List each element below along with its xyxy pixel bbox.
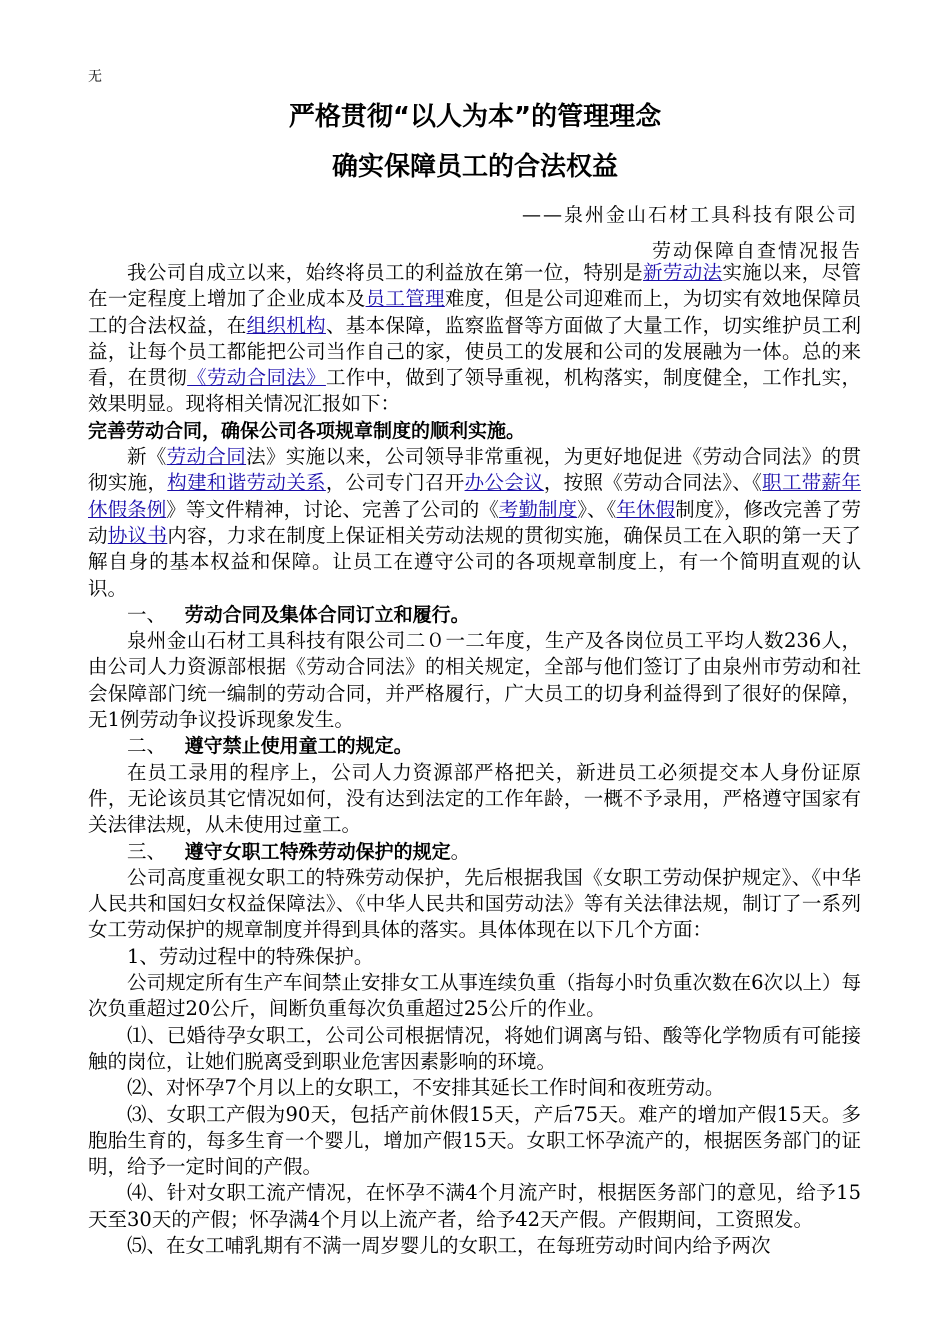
link-meeting[interactable]: 办公会议 xyxy=(464,471,544,495)
text: 难度，但是公司迎难而上，为切实有效地保障员工的合法权益，在 xyxy=(88,287,861,337)
link-contract-law[interactable]: 《劳动合同法》 xyxy=(187,366,326,390)
paragraph-section-1: 泉州金山石材工具科技有限公司二０一二年度，生产及各岗位员工平均人数236人，由公司人力资源部根据《劳动合同法》的相关规定，全部与他们签订了由泉州市劳动和社会保障部门统一编制的劳动合同，并严格履行，广大员工的切身利益得到了很好的保障，无1例劳动争议投诉现象发生。 xyxy=(88,629,861,732)
section-title: 遵守女职工特殊劳动保护的规定 xyxy=(184,840,451,863)
title-line-1: 严格贯彻“以人为本”的管理理念 xyxy=(288,102,662,132)
link-staff-management[interactable]: 员工管理 xyxy=(365,287,445,311)
section-number: 二、 xyxy=(127,734,167,758)
section-title-tail: 。 xyxy=(450,839,471,863)
list-item-sub-1: ⑴、已婚待孕女职工，公司公司根据情况，将她们调离与铅、酸等化学物质有可能接触的岗位，让她们脱离受到职业危害因素影响的环境。 xyxy=(88,1023,861,1073)
link-attendance[interactable]: 考勤制度 xyxy=(498,497,578,521)
paragraph-section-2: 在员工录用的程序上，公司人力资源部严格把关，新进员工必须提交本人身份证原件，无论该员其它情况如何，没有达到法定的工作年龄，一概不予录用，严格遵守国家有关法律法规，从未使用过童工。 xyxy=(88,760,861,837)
section-number: 三、 xyxy=(127,839,167,863)
header-mark: 无 xyxy=(88,69,102,85)
text: 》等文件精神，讨论、完善了公司的《 xyxy=(166,497,499,521)
link-agreement[interactable]: 协议书 xyxy=(107,523,168,547)
text: 法》实施以来，公司领导非常重视，为更好地促进《劳动合同法》的贯彻实施， xyxy=(88,445,861,495)
section-heading-1 xyxy=(88,602,861,628)
byline-company: ——泉州金山石材工具科技有限公司 xyxy=(521,204,858,226)
paragraph-section-3: 公司高度重视女职工的特殊劳动保护，先后根据我国《女职工劳动保护规定》、《中华人民共和国妇女权益保障法》、《中华人民共和国劳动法》等有关法律法规，制订了一系列女工劳动保护的规章制度并得到具体的落实。具体体现在以下几个方面： xyxy=(88,865,861,942)
link-annual-leave[interactable]: 年休假 xyxy=(616,497,676,521)
byline-report: 劳动保障自查情况报告 xyxy=(651,240,862,262)
text: 新《 xyxy=(127,445,167,469)
paragraph-contract-law xyxy=(88,444,861,602)
text: 、基本保障，监察监督等方面做了大量工作，切实维护员工利益，让每个员工都能把公司当作自己的家，使员工的发展和公司的发展融为一体。总的来看，在贯彻 xyxy=(88,313,861,390)
list-item-sub-4: ⑷、针对女职工流产情况，在怀孕不满4个月流产时，根据医务部门的意见，给予15天至30天的产假；怀孕满4个月以上流产者，给予42天产假。产假期间，工资照发。 xyxy=(88,1181,861,1231)
text: 我公司自成立以来，始终将员工的利益放在第一位，特别是 xyxy=(127,261,643,284)
section-title: 遵守禁止使用童工的规定。 xyxy=(184,735,413,758)
document-body xyxy=(88,260,861,1259)
list-item-sub-5: ⑸、在女工哺乳期有不满一周岁婴儿的女职工，在每班劳动时间内给予两次 xyxy=(127,1233,771,1257)
text: 制度》，修改完善了劳动 xyxy=(88,497,861,547)
heading-contracts: 完善劳动合同，确保公司各项规章制度的顺利实施。 xyxy=(88,419,526,442)
text: ，按照《劳动合同法》、《 xyxy=(543,471,763,495)
link-labor-contract[interactable]: 劳动合同 xyxy=(166,445,247,469)
section-number: 一、 xyxy=(127,602,167,626)
list-item-sub-3: ⑶、女职工产假为90天，包括产前休假15天，产后75天。难产的增加产假15天。多胞胎生育的，每多生育一个婴儿，增加产假15天。女职工怀孕流产的，根据医务部门的证明，给予一定时间的产假。 xyxy=(88,1102,861,1179)
list-item-1: 1、劳动过程中的特殊保护。 xyxy=(127,944,374,968)
section-heading-2 xyxy=(88,733,861,759)
link-organization[interactable]: 组织机构 xyxy=(246,313,326,337)
text: 工作中，做到了领导重视，机构落实，制度健全，工作扎实，效果明显。现将相关情况汇报如下： xyxy=(88,366,861,416)
text: 实施以来，尽管在一定程度上增加了企业成本及 xyxy=(88,261,861,311)
list-item-sub-2: ⑵、对怀孕7个月以上的女职工，不安排其延长工作时间和夜班劳动。 xyxy=(127,1076,725,1100)
text: 内容，力求在制度上保证相关劳动法规的贯彻实施，确保员工在入职的第一天了解自身的基本权益和保障。让员工在遵守公司的各项规章制度上，有一个简明直观的认识。 xyxy=(88,523,861,600)
link-harmony[interactable]: 构建和谐劳动关系 xyxy=(167,471,326,495)
paragraph-intro xyxy=(88,260,861,418)
text: ，公司专门召开 xyxy=(325,471,465,495)
title-line-2: 确实保障员工的合法权益 xyxy=(331,152,618,182)
section-heading-3 xyxy=(88,839,861,865)
link-new-labor-law[interactable]: 新劳动法 xyxy=(643,261,723,284)
text: 》、《 xyxy=(577,497,617,521)
section-title: 劳动合同及集体合同订立和履行。 xyxy=(184,603,470,626)
link-leave-rules[interactable]: 职工带薪年休假条例 xyxy=(88,471,861,521)
paragraph-weight-rule: 公司规定所有生产车间禁止安排女工从事连续负重（指每小时负重次数在6次以上）每次负重超过20公斤，间断负重每次负重超过25公斤的作业。 xyxy=(88,971,861,1021)
